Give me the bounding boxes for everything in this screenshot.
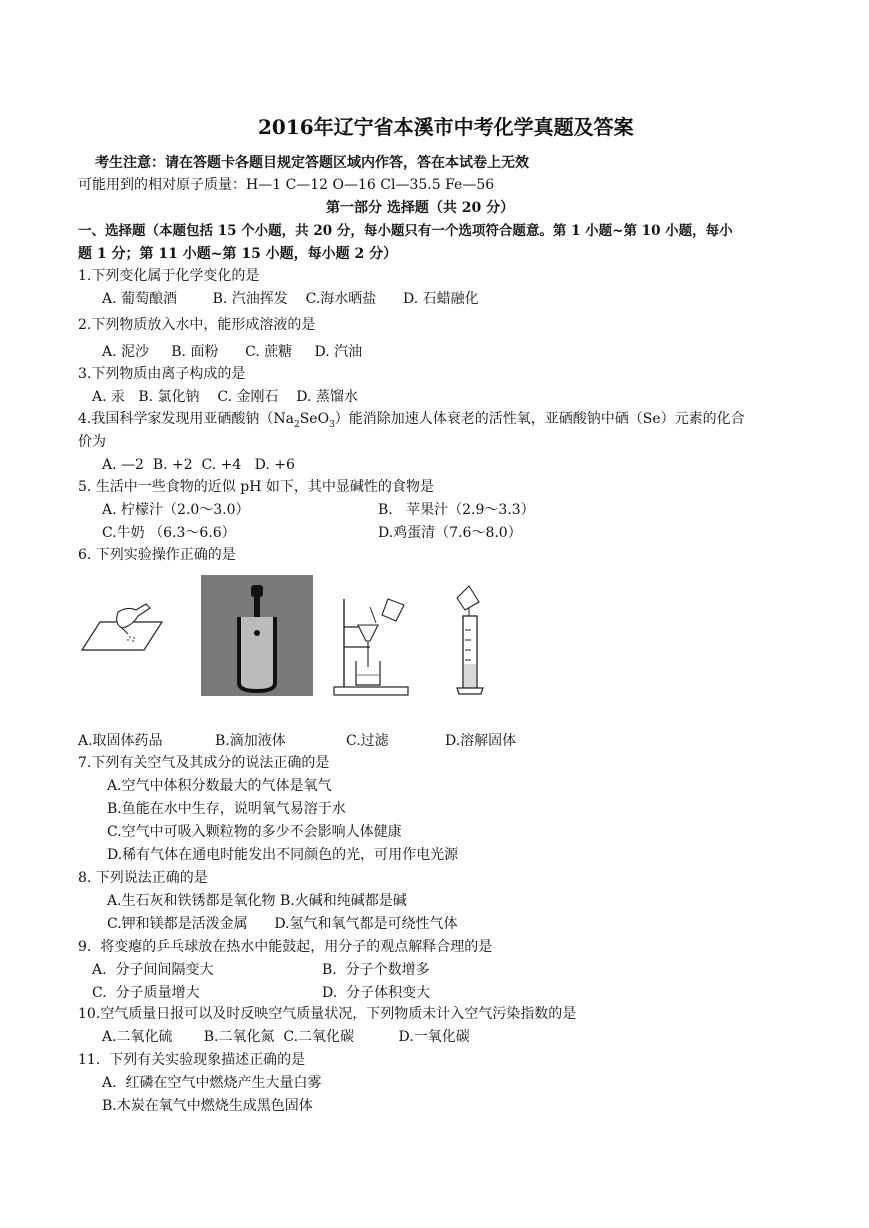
question-7-option-b: B.鱼能在水中生存，说明氧气易溶于水 (107, 801, 346, 817)
question-10-options: A.二氧化硫 B.二氧化氮 C.二氧化碳 D.一氧化碳 (102, 1029, 470, 1045)
part-heading: 第一部分 选择题（共 20 分） (326, 200, 515, 216)
question-3-stem: 3.下列物质由离子构成的是 (78, 366, 246, 382)
question-1-stem: 1.下列变化属于化学变化的是 (78, 268, 260, 284)
question-11-option-a: A. 红磷在空气中燃烧产生大量白雾 (102, 1075, 322, 1091)
question-2-options: A. 泥沙 B. 面粉 C. 蔗糖 D. 汽油 (102, 344, 363, 360)
question-4-stem (78, 409, 745, 435)
question-4-options: A. —2 B. +2 C. +4 D. +6 (102, 457, 295, 473)
question-4-stem-line2: 价为 (78, 434, 106, 450)
exam-notice: 考生注意：请在答题卡各题目规定答题区域内作答，答在本试卷上无效 (95, 155, 529, 171)
question-1-options: A. 葡萄酿酒 B. 汽油挥发 C.海水晒盐 D. 石蜡融化 (102, 291, 479, 307)
question-8-stem: 8. 下列说法正确的是 (78, 870, 208, 886)
question-5-option-a: A. 柠檬汁（2.0～3.0） (102, 502, 250, 518)
question-6-option-b: B.滴加液体 (215, 733, 286, 749)
question-9-option-d: D. 分子体积变大 (322, 985, 431, 1001)
question-6-option-d: D.溶解固体 (445, 733, 517, 749)
question-7-option-d: D.稀有气体在通电时能发出不同颜色的光，可用作电光源 (107, 847, 459, 863)
question-5-option-b: B. 苹果汁（2.9～3.3） (378, 502, 535, 518)
question-5-option-c: C.牛奶 （6.3～6.6） (102, 525, 236, 541)
question-6-stem: 6. 下列实验操作正确的是 (78, 547, 236, 563)
question-6-option-a: A.取固体药品 (78, 733, 163, 749)
question-6-option-c: C.过滤 (346, 733, 389, 749)
figure-take-solid (78, 600, 166, 660)
section-instructions-line2: 题 1 分；第 11 小题~第 15 小题，每小题 2 分） (78, 246, 398, 262)
question-11-stem: 11. 下列有关实验现象描述正确的是 (78, 1052, 306, 1068)
question-10-stem: 10.空气质量日报可以及时反映空气质量状况，下列物质未计入空气污染指数的是 (78, 1006, 577, 1022)
q4-stem-part-b: SeO (299, 411, 330, 427)
question-5-option-d: D.鸡蛋清（7.6～8.0） (378, 525, 522, 541)
question-8-options-line2: C.钾和镁都是活泼金属 D.氢气和氧气都是可绕性气体 (107, 916, 458, 932)
question-8-options-line1: A.生石灰和铁锈都是氧化物 B.火碱和纯碱都是碱 (107, 893, 407, 909)
q4-stem-part-c: ）能消除加速人体衰老的活性氧，亚硒酸钠中硒（Se）元素的化合 (334, 411, 745, 427)
question-9-option-c: C. 分子质量增大 (92, 985, 200, 1001)
atomic-mass-line: 可能用到的相对原子质量：H—1 C—12 O—16 Cl—35.5 Fe—56 (78, 177, 495, 193)
question-11-option-b: B.木炭在氧气中燃烧生成黑色固体 (102, 1098, 313, 1114)
q4-subscript-3: 3 (329, 419, 335, 430)
question-9-option-b: B. 分子个数增多 (322, 962, 430, 978)
q4-stem-part-a: 4.我国科学家发现用亚硒酸钠（Na (78, 411, 294, 427)
section-instructions-line1: 一、选择题（本题包括 15 个小题，共 20 分，每小题只有一个选项符合题意。第 1 小题~第 10 小题，每小 (78, 223, 733, 239)
figure-filtration (330, 577, 412, 697)
question-7-stem: 7.下列有关空气及其成分的说法正确的是 (78, 755, 330, 771)
q4-subscript-2: 2 (293, 419, 300, 430)
figure-drop-liquid (201, 575, 313, 696)
figure-cylinder (445, 580, 495, 698)
question-7-option-a: A.空气中体积分数最大的气体是氧气 (107, 778, 332, 794)
question-2-stem: 2.下列物质放入水中，能形成溶液的是 (78, 317, 316, 333)
page-title: 2016年辽宁省本溪市中考化学真题及答案 (258, 115, 634, 139)
question-9-stem: 9. 将变瘪的乒乓球放在热水中能鼓起，用分子的观点解释合理的是 (78, 939, 493, 955)
question-7-option-c: C.空气中可吸入颗粒物的多少不会影响人体健康 (107, 824, 402, 840)
question-3-options: A. 汞 B. 氯化钠 C. 金刚石 D. 蒸馏水 (92, 389, 358, 405)
question-5-stem: 5. 生活中一些食物的近似 pH 如下，其中显碱性的食物是 (78, 479, 434, 495)
question-9-option-a: A. 分子间间隔变大 (92, 962, 214, 978)
